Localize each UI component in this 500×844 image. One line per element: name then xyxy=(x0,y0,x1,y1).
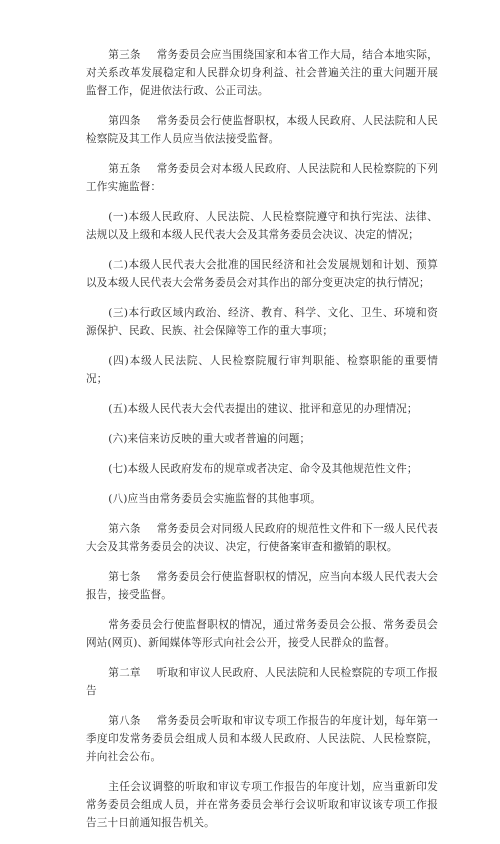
paragraph-text: (八)应当由常务委员会实施监督的其他事项。 xyxy=(108,493,321,505)
article-3-paragraph xyxy=(86,46,438,100)
paragraph-text: 常务委员会对同级人民政府的规范性文件和下一级人民代表大会及其常务委员会的决议、决定，行使备案审查和撤销的职权。 xyxy=(86,523,438,553)
article-label: 第五条 xyxy=(108,163,141,175)
list-item-6 xyxy=(86,430,438,448)
chapter-title: 听取和审议人民政府、人民法院和人民检察院的专项工作报告 xyxy=(86,667,438,697)
list-item-8 xyxy=(86,490,438,508)
paragraph-text: (六)来信来访反映的重大或者普遍的问题； xyxy=(108,433,311,445)
paragraph-text: 常务委员会听取和审议专项工作报告的年度计划，每年第一季度印发常务委员会组成人员和本级人民政府、人民法院、人民检察院，并向社会公布。 xyxy=(86,715,438,763)
chapter-label: 第二章 xyxy=(108,667,141,679)
article-label: 第七条 xyxy=(108,571,141,583)
list-item-5 xyxy=(86,400,438,418)
paragraph-text: 常务委员会行使监督职权的情况，应当向本级人民代表大会报告，接受监督。 xyxy=(86,571,438,601)
article-7-paragraph xyxy=(86,568,438,604)
chapter-2-heading xyxy=(86,664,438,700)
list-item-2 xyxy=(86,256,438,292)
article-label: 第四条 xyxy=(108,115,141,127)
paragraph-text: (五)本级人民代表大会代表提出的建议、批评和意见的办理情况； xyxy=(108,403,418,415)
article-label: 第六条 xyxy=(108,523,141,535)
paragraph-text: (一)本级人民政府、人民法院、人民检察院遵守和执行宪法、法律、法规以及上级和本级人民代表大会及其常务委员会决议、决定的情况； xyxy=(86,211,438,241)
paragraph-text: 常务委员会行使监督职权，本级人民政府、人民法院和人民检察院及其工作人员应当依法接受监督。 xyxy=(86,115,438,145)
paragraph-text: (七)本级人民政府发布的规章或者决定、命令及其他规范性文件； xyxy=(108,463,418,475)
paragraph-text: 常务委员会行使监督职权的情况，通过常务委员会公报、常务委员会网站(网页)、新闻媒体等形式向社会公开，接受人民群众的监督。 xyxy=(86,619,438,649)
list-item-3 xyxy=(86,304,438,340)
article-label: 第三条 xyxy=(108,49,141,61)
paragraph-text: (四)本级人民法院、人民检察院履行审判职能、检察职能的重要情况； xyxy=(86,355,438,385)
paragraph-text: 主任会议调整的听取和审议专项工作报告的年度计划，应当重新印发常务委员会组成人员，并在常务委员会举行会议听取和审议该专项工作报告三十日前通知报告机关。 xyxy=(86,781,438,829)
article-7-continuation xyxy=(86,616,438,652)
article-8-paragraph xyxy=(86,712,438,766)
list-item-7 xyxy=(86,460,438,478)
list-item-4 xyxy=(86,352,438,388)
article-5-paragraph xyxy=(86,160,438,196)
list-item-1 xyxy=(86,208,438,244)
document-body xyxy=(86,46,438,844)
article-6-paragraph xyxy=(86,520,438,556)
paragraph-text: 常务委员会应当围绕国家和本省工作大局，结合本地实际，对关系改革发展稳定和人民群众切身利益、社会普遍关注的重大问题开展监督工作，促进依法行政、公正司法。 xyxy=(86,49,438,97)
article-8-continuation xyxy=(86,778,438,832)
paragraph-text: (二)本级人民代表大会批准的国民经济和社会发展规划和计划、预算以及本级人民代表大会常务委员会对其作出的部分变更决定的执行情况； xyxy=(86,259,438,289)
paragraph-text: (三)本行政区域内政治、经济、教育、科学、文化、卫生、环境和资源保护、民政、民族、社会保障等工作的重大事项； xyxy=(86,307,438,337)
paragraph-text: 常务委员会对本级人民政府、人民法院和人民检察院的下列工作实施监督： xyxy=(86,163,438,193)
article-4-paragraph xyxy=(86,112,438,148)
article-label: 第八条 xyxy=(108,715,141,727)
